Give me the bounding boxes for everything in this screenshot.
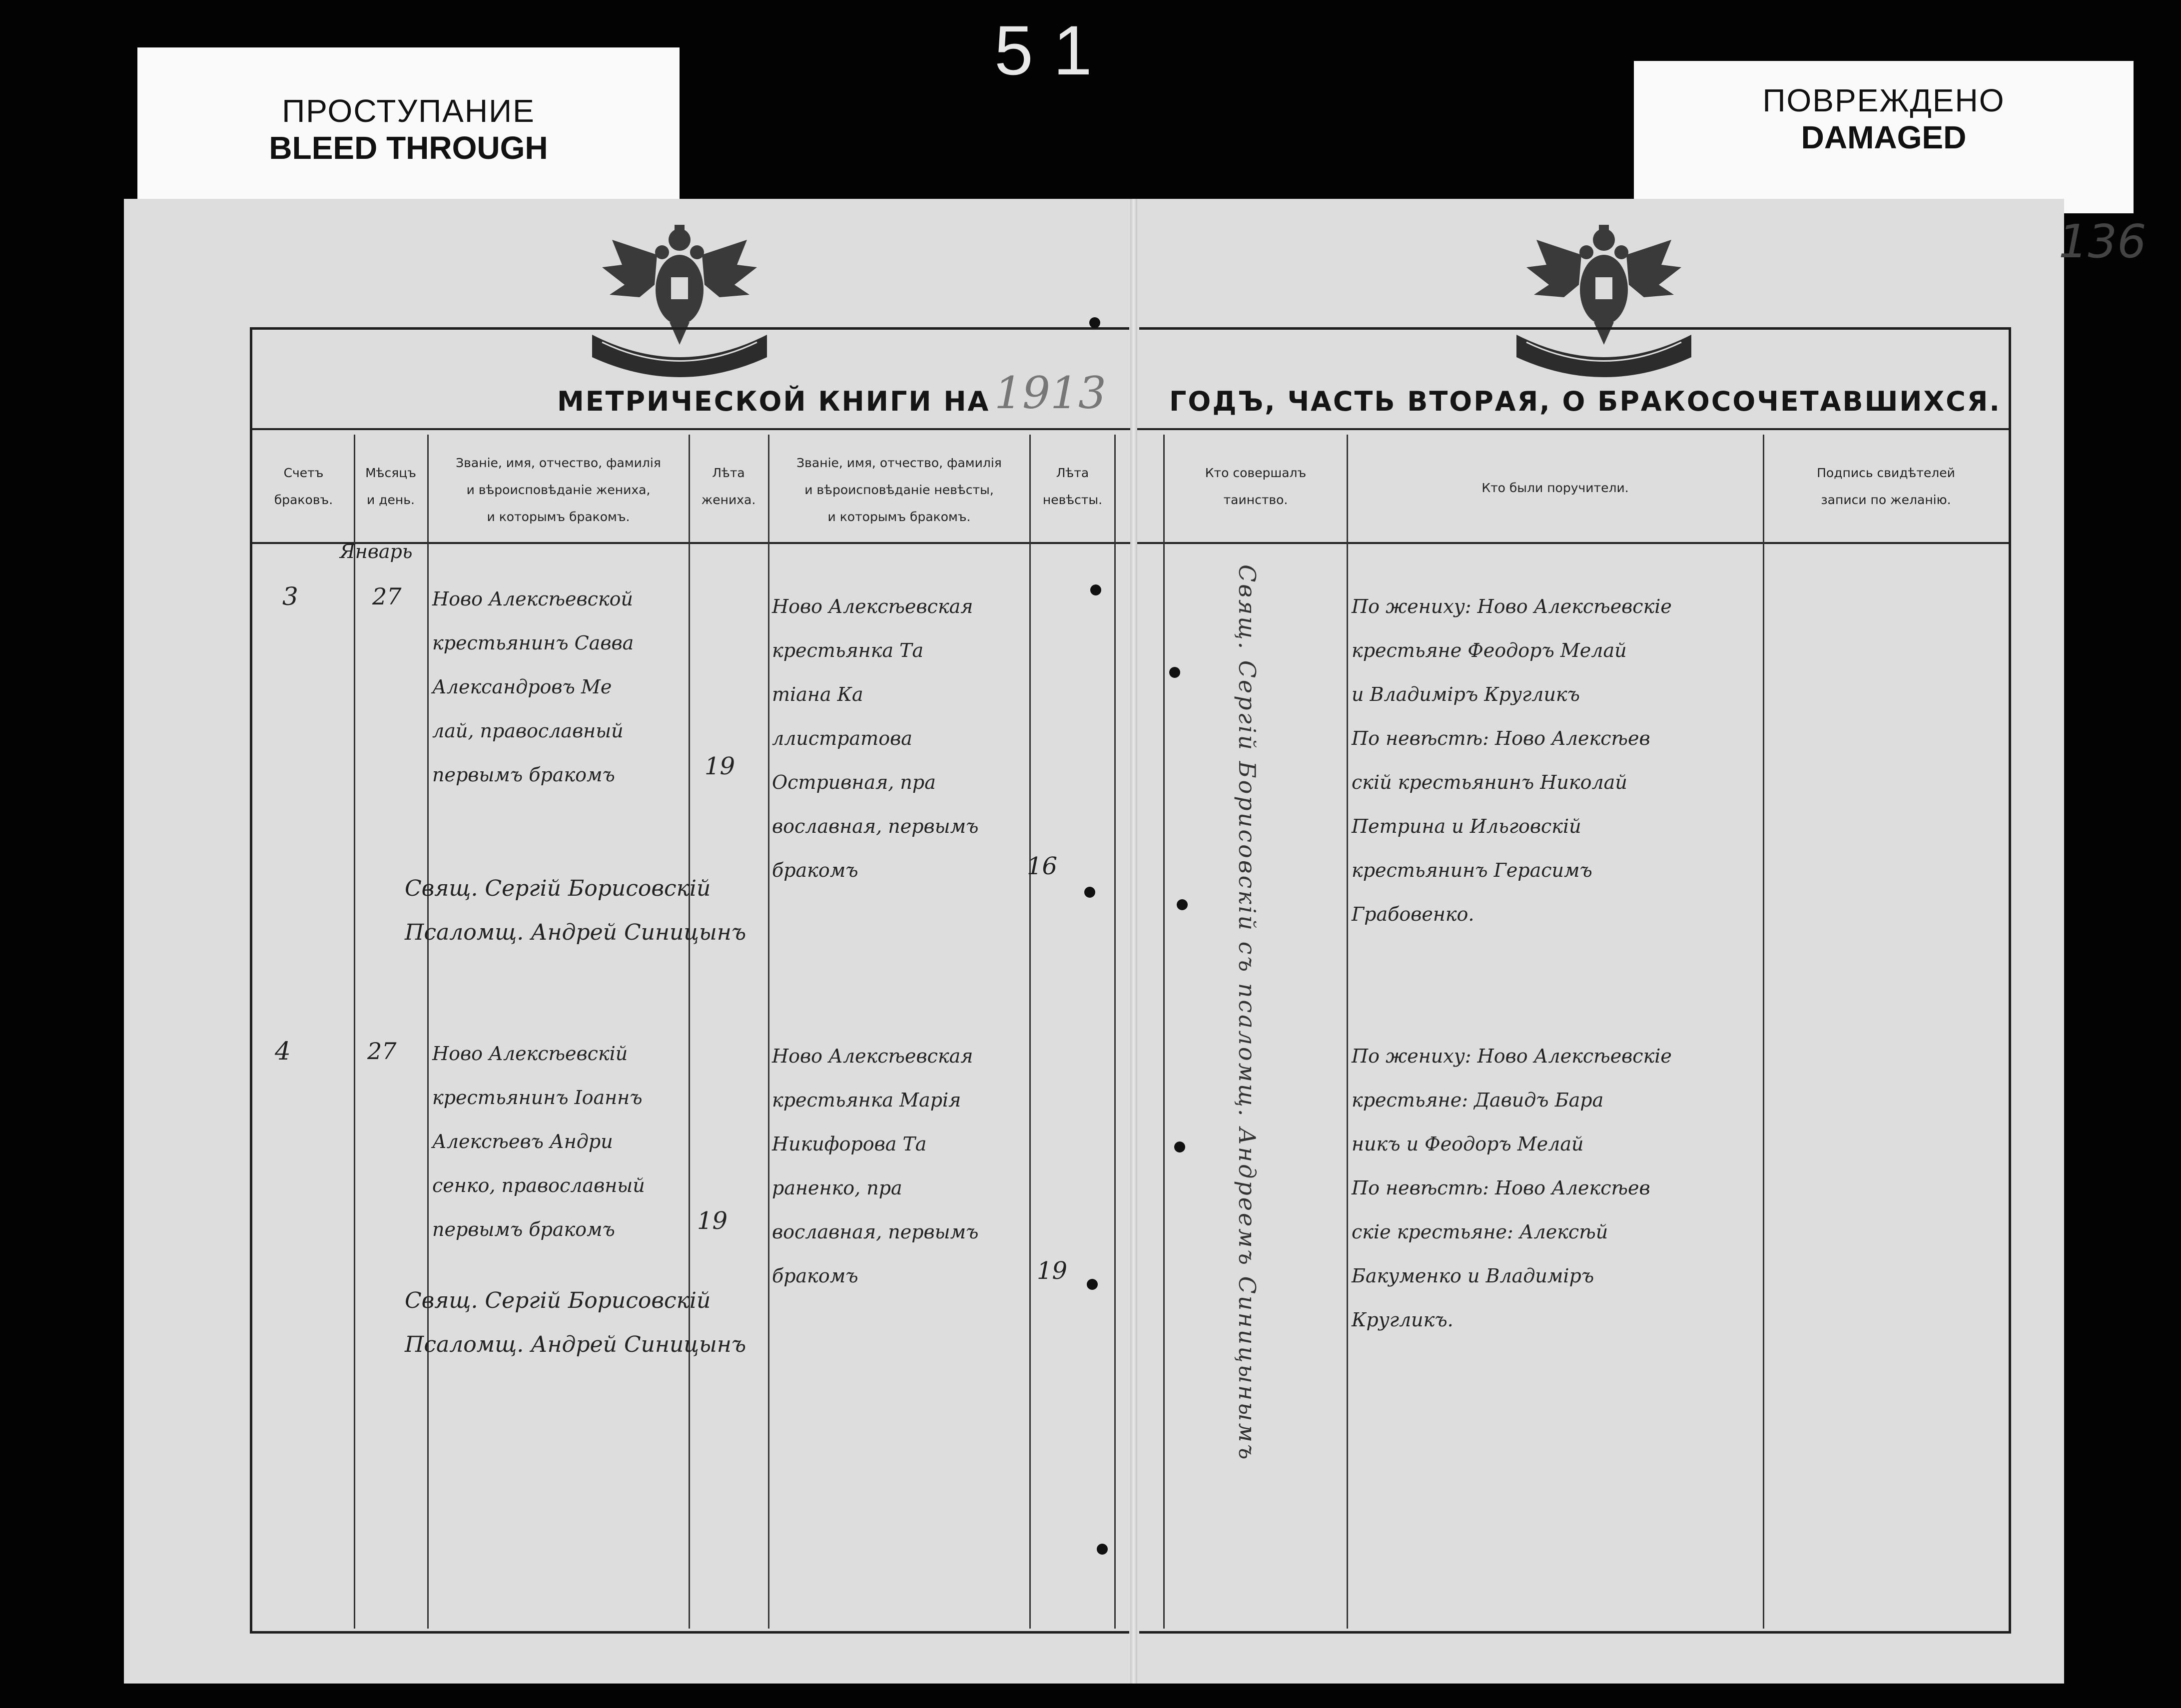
record-4-surety-line: скіе крестьяне: Алексѣй [1352, 1221, 1608, 1243]
record-3-groom-line: первымъ бракомъ [432, 764, 615, 786]
record-3-bride-line: Остривная, пра [772, 771, 936, 793]
col1-line1: Счетъ [283, 466, 324, 480]
record-3-groom [432, 577, 634, 797]
bleed-through-tag [137, 47, 680, 207]
record-4-bride-line: Ново Алексѣевская [772, 1045, 973, 1067]
month-label: Январь [340, 541, 413, 563]
page-fold [1130, 199, 1137, 1684]
record-3-surety-line: крестьянинъ Герасимъ [1352, 859, 1592, 881]
col-line-5 [1029, 435, 1031, 1629]
col7-line1: Кто совершалъ [1205, 466, 1307, 480]
col4-line1: Лѣта [712, 466, 745, 480]
col-line-2 [427, 435, 429, 1629]
record-4-clergy-note [405, 1279, 746, 1367]
record-4-bride-line: крестьянка Марія [772, 1089, 961, 1111]
damaged-tag [1634, 61, 2134, 213]
record-3-groom-line: лай, православный [432, 720, 624, 742]
col4-line2: жениха. [701, 493, 756, 507]
header-rule-right [1137, 542, 2009, 544]
title-rule-left [252, 428, 1130, 430]
col-header-bride [770, 450, 1028, 531]
col-line-8 [1347, 435, 1348, 1629]
record-4-groom-line: крестьянинъ Іоаннъ [432, 1087, 643, 1109]
record-3-clergy-line: Свящ. Сергій Борисовскій [405, 876, 711, 901]
binding-hole [1090, 584, 1101, 595]
record-4-groom-line: Алексѣевъ Андри [432, 1131, 613, 1152]
record-3-bride [772, 584, 978, 892]
col9-line1: Подпись свидѣтелей [1817, 466, 1955, 480]
col-line-1 [354, 435, 355, 1629]
title-right: ГОДЪ, ЧАСТЬ ВТОРАЯ, О БРАКОСОЧЕТАВШИХСЯ. [1169, 386, 2001, 417]
record-3-groom-line: крестьянинъ Савва [432, 632, 634, 654]
binding-hole [1097, 1544, 1108, 1555]
col-header-groom-age [691, 460, 766, 514]
record-3-surety-line: крестьяне Феодоръ Мелай [1352, 639, 1627, 661]
col3-line1: Званіе, имя, отчество, фамилія [456, 456, 661, 470]
record-4-bride-line: бракомъ [772, 1265, 858, 1287]
binding-hole [1174, 1141, 1185, 1152]
record-3-bride-line: ллистратова [772, 727, 912, 749]
col5-line3: и которымъ бракомъ. [827, 510, 971, 524]
tag-left-ru: ПРОСТУПАНИЕ [282, 93, 535, 129]
col-header-groom [430, 450, 687, 531]
col8-line1: Кто были поручители. [1481, 481, 1629, 495]
record-4-bride-age: 19 [1037, 1257, 1068, 1285]
record-3-surety-line: По жениху: Ново Алексѣевскіе [1352, 595, 1672, 617]
binding-hole [1169, 667, 1180, 678]
record-4-surety-line: Бакуменко и Владиміръ [1352, 1265, 1594, 1287]
col5-line2: и вѣроисповѣданіе невѣсты, [804, 483, 994, 497]
record-3-day: 27 [372, 583, 402, 610]
record-4-sureties [1352, 1034, 1672, 1342]
record-3-clergy-line: Псаломщ. Андрей Синицынъ [405, 920, 746, 945]
col-header-officiant [1166, 460, 1346, 514]
record-4-groom-age: 19 [697, 1207, 728, 1235]
col2-line2: и день. [367, 493, 415, 507]
record-3-groom-line: Ново Алексѣевской [432, 588, 633, 610]
record-3-bride-line: бракомъ [772, 859, 858, 881]
col-header-witnesses [1765, 460, 2007, 514]
record-3-number: 3 [282, 582, 298, 611]
record-4-surety-line: По жениху: Ново Алексѣевскіе [1352, 1045, 1672, 1067]
record-3-bride-line: крестьянка Та [772, 639, 924, 661]
col-line-3 [689, 435, 690, 1629]
tag-right-ru: ПОВРЕЖДЕНО [1762, 82, 2005, 118]
col7-line2: таинство. [1223, 493, 1288, 507]
record-3-clergy-note [405, 867, 746, 955]
col9-line2: записи по желанію. [1821, 493, 1951, 507]
record-4-surety-line: никъ и Феодоръ Мелай [1352, 1133, 1584, 1155]
col3-line2: и вѣроисповѣданіе жениха, [466, 483, 651, 497]
col6-line2: невѣсты. [1042, 493, 1103, 507]
col1-line2: браковъ. [274, 493, 333, 507]
col6-line1: Лѣта [1056, 466, 1089, 480]
col-header-bride-age [1031, 460, 1114, 514]
right-table-frame [1139, 327, 2011, 1634]
record-4-surety-line: По невѣстѣ: Ново Алексѣев [1352, 1177, 1650, 1199]
officiant-vertical-text: Свящ. Сергій Борисовскій съ псаломщ. Андреемъ Синицынымъ [1234, 565, 1261, 1462]
record-4-groom-line: Ново Алексѣевскій [432, 1043, 628, 1065]
title-left: МЕТРИЧЕСКОЙ КНИГИ НА [557, 386, 990, 417]
record-4-bride-line: раненко, пра [772, 1177, 902, 1199]
record-4-day: 27 [367, 1038, 397, 1065]
record-4-surety-line: крестьяне: Давидъ Бара [1352, 1089, 1604, 1111]
tag-left-en: BLEED THROUGH [269, 130, 548, 166]
record-4-bride-line: Никифорова Та [772, 1133, 927, 1155]
col-line-9 [1763, 435, 1764, 1629]
binding-hole [1089, 317, 1100, 328]
folio-number: 136 [2059, 215, 2147, 268]
record-3-bride-line: тіана Ка [772, 683, 863, 705]
col-header-date [356, 460, 426, 514]
record-4-number: 4 [275, 1037, 291, 1066]
col-line-7 [1163, 435, 1165, 1629]
sheet-number: 51 [994, 11, 1112, 89]
record-3-bride-line: вославная, первымъ [772, 815, 979, 837]
record-4-clergy-line: Свящ. Сергій Борисовскій [405, 1288, 711, 1313]
record-3-bride-line: Ново Алексѣевская [772, 595, 973, 617]
record-3-bride-age: 16 [1027, 852, 1058, 880]
binding-hole [1177, 899, 1188, 910]
record-4-clergy-line: Псаломщ. Андрей Синицынъ [405, 1332, 746, 1357]
col-header-number [255, 460, 352, 514]
record-3-groom-age: 19 [705, 752, 735, 780]
title-rule-right [1137, 428, 2009, 430]
record-3-surety-line: Грабовенко. [1352, 903, 1474, 925]
col3-line3: и которымъ бракомъ. [487, 510, 630, 524]
col-header-sureties [1349, 475, 1761, 502]
record-4-bride-line: вославная, первымъ [772, 1221, 979, 1243]
col-line-6 [1114, 435, 1116, 1629]
record-4-groom-line: первымъ бракомъ [432, 1218, 615, 1240]
record-3-surety-line: Петрина и Ильговскій [1352, 815, 1581, 837]
record-4-groom [432, 1032, 645, 1251]
record-3-groom-line: Александровъ Ме [432, 676, 612, 698]
binding-hole [1087, 1279, 1098, 1290]
title-year: 1913 [994, 367, 1106, 419]
record-3-surety-line: По невѣстѣ: Ново Алексѣев [1352, 727, 1650, 749]
record-4-groom-line: сенко, православный [432, 1174, 645, 1196]
binding-hole [1084, 887, 1095, 898]
record-3-sureties [1352, 584, 1672, 936]
record-3-surety-line: и Владиміръ Кругликъ [1352, 683, 1580, 705]
col2-line1: Мѣсяцъ [365, 466, 416, 480]
record-4-bride [772, 1034, 978, 1298]
col-line-4 [768, 435, 769, 1629]
record-3-surety-line: скій крестьянинъ Николай [1352, 771, 1627, 793]
col5-line1: Званіе, имя, отчество, фамилія [796, 456, 1002, 470]
tag-right-en: DAMAGED [1801, 119, 1967, 155]
record-4-surety-line: Кругликъ. [1352, 1309, 1454, 1331]
